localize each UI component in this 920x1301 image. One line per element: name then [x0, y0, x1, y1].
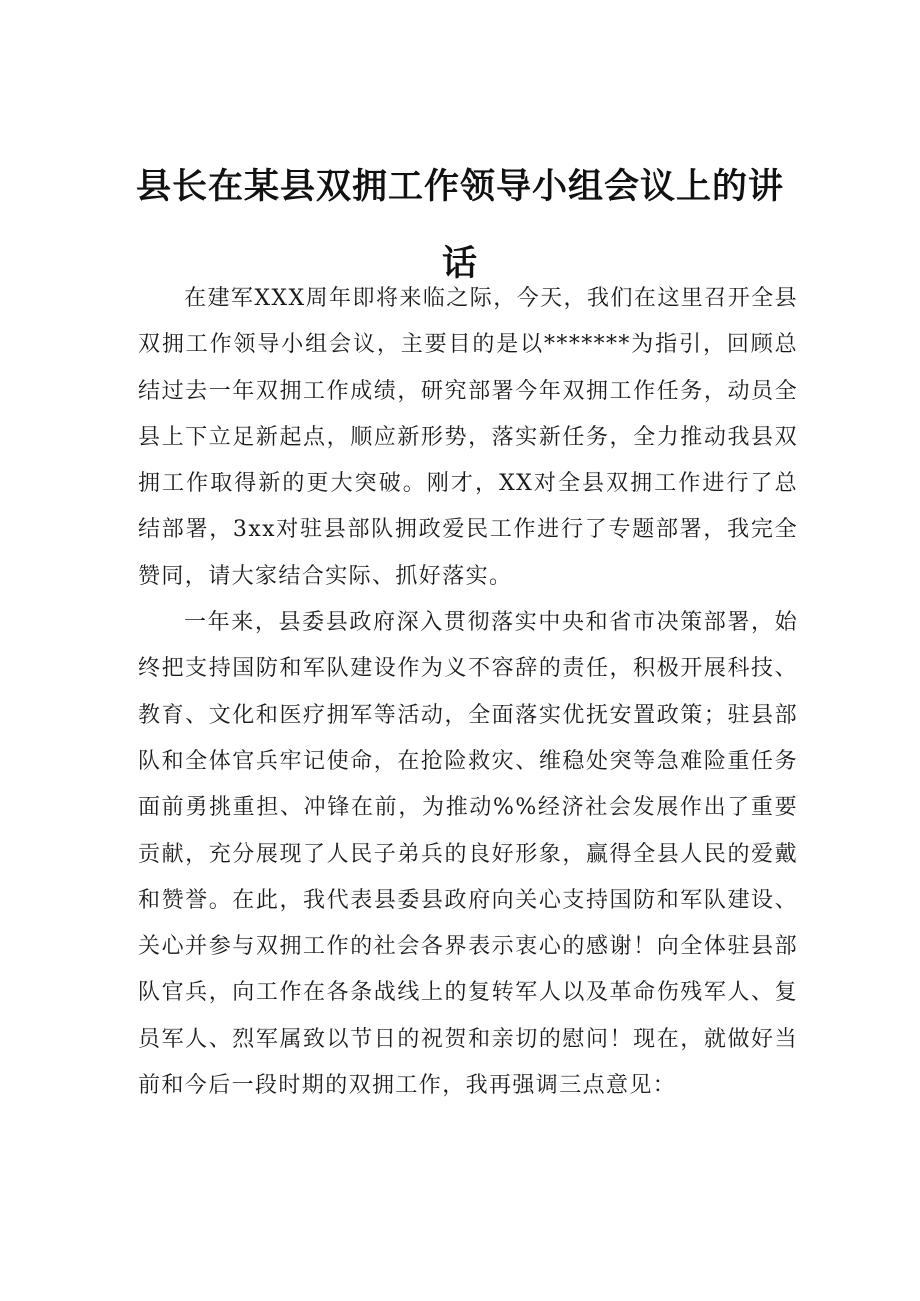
paragraph-2: 一年来，县委县政府深入贯彻落实中央和省市决策部署，始终把支持国防和军队建设作为义不容辞的责任，积极开展科技、教育、文化和医疗拥军等活动，全面落实优抚安置政策；驻县部队和全体官兵牢记使命，在抢险救灾、维稳处突等急难险重任务面前勇挑重担、冲锋在前，为推动%%经济社会发展作出了重要贡献，充分展现了人民子弟兵的良好形象，赢得全县人民的爱戴和赞誉。在此，我代表县委县政府向关心支持国防和军队建设、关心并参与双拥工作的社会各界表示衷心的感谢！向全体驻县部队官兵，向工作在各条战线上的复转军人以及革命伤残军人、复员军人、烈军属致以节日的祝贺和亲切的慰问！现在，就做好当前和今后一段时期的双拥工作，我再强调三点意见： [138, 610, 798, 1099]
paragraph-1: 在建军XXX周年即将来临之际，今天，我们在这里召开全县双拥工作领导小组会议，主要目的是以*******为指引，回顾总结过去一年双拥工作成绩，研究部署今年双拥工作任务，动员全县上下立足新起点，顺应新形势，落实新任务，全力推动我县双拥工作取得新的更大突破。刚才，XX对全县双拥工作进行了总结部署，3xx对驻县部队拥政爱民工作进行了专题部署，我完全赞同，请大家结合实际、抓好落实。 [138, 286, 798, 589]
document-title: 县长在某县双拥工作领导小组会议上的讲话 [135, 167, 784, 285]
document-body [138, 276, 798, 1109]
